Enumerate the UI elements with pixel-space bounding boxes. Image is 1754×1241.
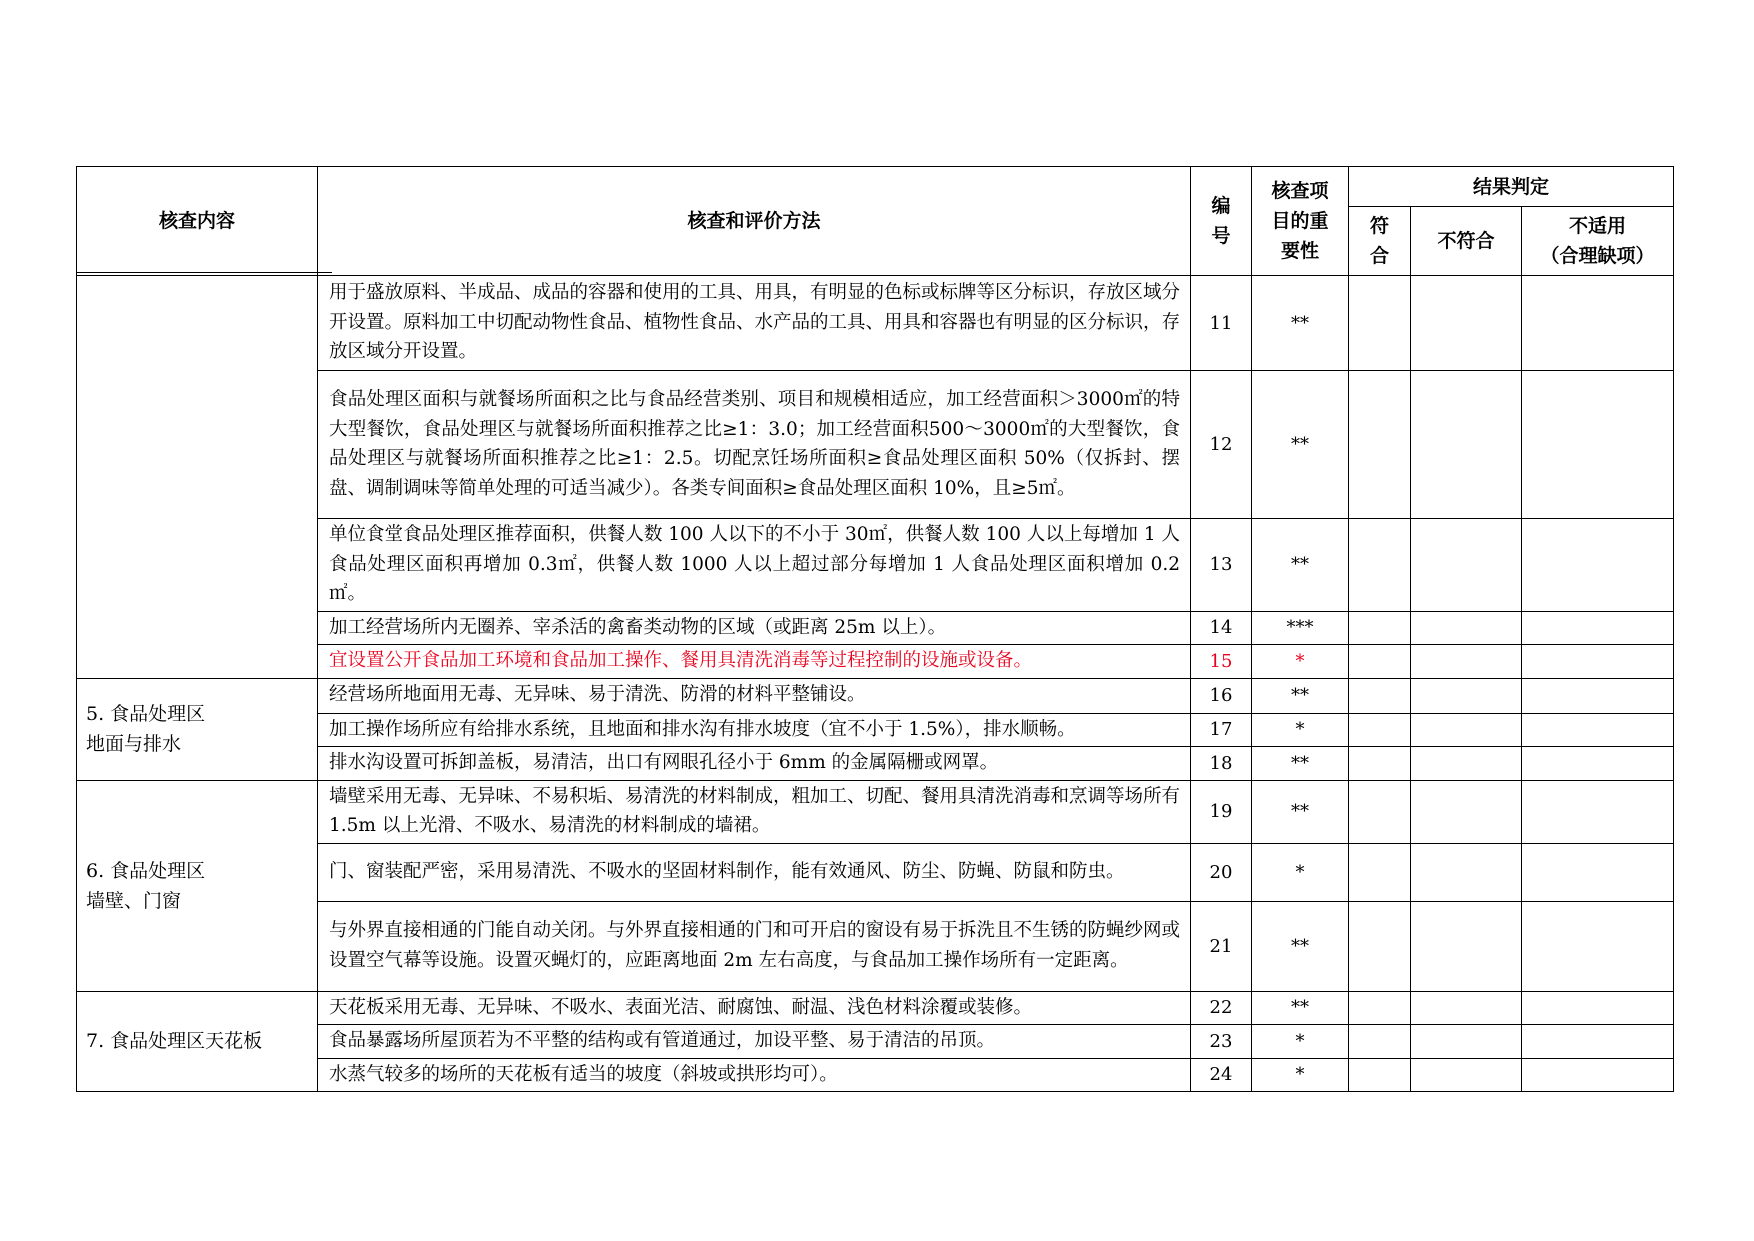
conform-cell[interactable] [1349, 713, 1411, 747]
method-cell: 经营场所地面用无毒、无异味、易于清洗、防滑的材料平整铺设。 [318, 678, 1191, 713]
table-row [77, 678, 1674, 713]
category-5-cell: 5. 食品处理区 地面与排水 [77, 678, 318, 780]
nonconform-cell[interactable] [1411, 747, 1522, 781]
na-cell[interactable] [1522, 276, 1674, 371]
importance-cell: * [1252, 645, 1349, 679]
number-cell: 23 [1191, 1025, 1252, 1059]
table-row [77, 780, 1674, 843]
importance-cell: ** [1252, 371, 1349, 519]
conform-cell[interactable] [1349, 645, 1411, 679]
importance-cell: * [1252, 713, 1349, 747]
nonconform-cell[interactable] [1411, 678, 1522, 713]
na-cell[interactable] [1522, 645, 1674, 679]
number-cell: 14 [1191, 611, 1252, 645]
importance-cell: * [1252, 1058, 1349, 1092]
na-cell[interactable] [1522, 747, 1674, 781]
conform-cell[interactable] [1349, 371, 1411, 519]
number-cell: 17 [1191, 713, 1252, 747]
header-result: 结果判定 [1349, 167, 1674, 207]
method-cell: 用于盛放原料、半成品、成品的容器和使用的工具、用具，有明显的色标或标牌等区分标识，存放区域分开设置。原料加工中切配动物性食品、植物性食品、水产品的工具、用具和容器也有明显的区分标识，存放区域分开设置。 [318, 276, 1191, 371]
nonconform-cell[interactable] [1411, 611, 1522, 645]
table-row [77, 276, 1674, 371]
header-conform: 符 合 [1349, 207, 1411, 276]
table-row [77, 991, 1674, 1025]
na-cell[interactable] [1522, 901, 1674, 991]
nonconform-cell[interactable] [1411, 1058, 1522, 1092]
na-cell[interactable] [1522, 843, 1674, 901]
header-importance: 核查项 目的重 要性 [1252, 167, 1349, 276]
nonconform-cell[interactable] [1411, 901, 1522, 991]
number-cell: 15 [1191, 645, 1252, 679]
category-7-cell: 7. 食品处理区天花板 [77, 991, 318, 1092]
importance-cell: * [1252, 843, 1349, 901]
importance-cell: *** [1252, 611, 1349, 645]
importance-cell: ** [1252, 991, 1349, 1025]
number-cell: 21 [1191, 901, 1252, 991]
header-content: 核查内容 [77, 167, 318, 276]
importance-cell: ** [1252, 678, 1349, 713]
method-cell: 墙壁采用无毒、无异味、不易积垢、易清洗的材料制成，粗加工、切配、餐用具清洗消毒和烹调等场所有 1.5m 以上光滑、不吸水、易清洗的材料制成的墙裙。 [318, 780, 1191, 843]
nonconform-cell[interactable] [1411, 645, 1522, 679]
method-cell: 食品处理区面积与就餐场所面积之比与食品经营类别、项目和规模相适应，加工经营面积＞3000㎡的特大型餐饮，食品处理区与就餐场所面积推荐之比≥1：3.0；加工经营面积500～3000㎡的大型餐饮，食品处理区与就餐场所面积推荐之比≥1：2.5。切配烹饪场所面积≥食品处理区面积 50%（仅拆封、摆盘、调制调味等简单处理的可适当减少）。各类专间面积≥食品处理区面积 10%，且≥5㎡。 [318, 371, 1191, 519]
conform-cell[interactable] [1349, 901, 1411, 991]
na-cell[interactable] [1522, 611, 1674, 645]
method-cell-highlighted: 宜设置公开食品加工环境和食品加工操作、餐用具清洗消毒等过程控制的设施或设备。 [318, 645, 1191, 679]
nonconform-cell[interactable] [1411, 1025, 1522, 1059]
inspection-table [76, 166, 1674, 1092]
na-cell[interactable] [1522, 1058, 1674, 1092]
importance-cell: ** [1252, 747, 1349, 781]
na-cell[interactable] [1522, 1025, 1674, 1059]
conform-cell[interactable] [1349, 780, 1411, 843]
nonconform-cell[interactable] [1411, 371, 1522, 519]
header-method: 核查和评价方法 [318, 167, 1191, 276]
conform-cell[interactable] [1349, 519, 1411, 612]
nonconform-cell[interactable] [1411, 991, 1522, 1025]
nonconform-cell[interactable] [1411, 276, 1522, 371]
number-cell: 19 [1191, 780, 1252, 843]
number-cell: 13 [1191, 519, 1252, 612]
method-cell: 食品暴露场所屋顶若为不平整的结构或有管道通过，加设平整、易于清洁的吊顶。 [318, 1025, 1191, 1059]
na-cell[interactable] [1522, 780, 1674, 843]
importance-cell: ** [1252, 901, 1349, 991]
category-cell-continued [77, 276, 318, 679]
conform-cell[interactable] [1349, 991, 1411, 1025]
na-cell[interactable] [1522, 371, 1674, 519]
conform-cell[interactable] [1349, 747, 1411, 781]
header-nonconform: 不符合 [1411, 207, 1522, 276]
conform-cell[interactable] [1349, 1025, 1411, 1059]
method-cell: 水蒸气较多的场所的天花板有适当的坡度（斜坡或拱形均可）。 [318, 1058, 1191, 1092]
importance-cell: * [1252, 1025, 1349, 1059]
conform-cell[interactable] [1349, 276, 1411, 371]
number-cell: 24 [1191, 1058, 1252, 1092]
method-cell: 单位食堂食品处理区推荐面积，供餐人数 100 人以下的不小于 30㎡，供餐人数 100 人以上每增加 1 人食品处理区面积再增加 0.3㎡，供餐人数 1000 人以上超过部分每增加 1 人食品处理区面积增加 0.2㎡。 [318, 519, 1191, 612]
conform-cell[interactable] [1349, 678, 1411, 713]
category-6-cell: 6. 食品处理区 墙壁、门窗 [77, 780, 318, 991]
header-row-1 [77, 167, 1674, 207]
conform-cell[interactable] [1349, 611, 1411, 645]
nonconform-cell[interactable] [1411, 843, 1522, 901]
method-cell: 与外界直接相通的门能自动关闭。与外界直接相通的门和可开启的窗设有易于拆洗且不生锈的防蝇纱网或设置空气幕等设施。设置灭蝇灯的，应距离地面 2m 左右高度，与食品加工操作场所有一定距离。 [318, 901, 1191, 991]
na-cell[interactable] [1522, 678, 1674, 713]
na-cell[interactable] [1522, 713, 1674, 747]
number-cell: 11 [1191, 276, 1252, 371]
method-cell: 门、窗装配严密，采用易清洗、不吸水的坚固材料制作，能有效通风、防尘、防蝇、防鼠和防虫。 [318, 843, 1191, 901]
header-number: 编 号 [1191, 167, 1252, 276]
header-na: 不适用 （合理缺项） [1522, 207, 1674, 276]
nonconform-cell[interactable] [1411, 519, 1522, 612]
importance-cell: ** [1252, 519, 1349, 612]
nonconform-cell[interactable] [1411, 780, 1522, 843]
na-cell[interactable] [1522, 519, 1674, 612]
nonconform-cell[interactable] [1411, 713, 1522, 747]
conform-cell[interactable] [1349, 1058, 1411, 1092]
conform-cell[interactable] [1349, 843, 1411, 901]
na-cell[interactable] [1522, 991, 1674, 1025]
number-cell: 22 [1191, 991, 1252, 1025]
method-cell: 排水沟设置可拆卸盖板，易清洁，出口有网眼孔径小于 6mm 的金属隔栅或网罩。 [318, 747, 1191, 781]
method-cell: 加工经营场所内无圈养、宰杀活的禽畜类动物的区域（或距离 25m 以上）。 [318, 611, 1191, 645]
number-cell: 16 [1191, 678, 1252, 713]
method-cell: 加工操作场所应有给排水系统，且地面和排水沟有排水坡度（宜不小于 1.5%），排水顺畅。 [318, 713, 1191, 747]
number-cell: 18 [1191, 747, 1252, 781]
method-cell: 天花板采用无毒、无异味、不吸水、表面光洁、耐腐蚀、耐温、浅色材料涂覆或装修。 [318, 991, 1191, 1025]
importance-cell: ** [1252, 780, 1349, 843]
importance-cell: ** [1252, 276, 1349, 371]
number-cell: 12 [1191, 371, 1252, 519]
number-cell: 20 [1191, 843, 1252, 901]
